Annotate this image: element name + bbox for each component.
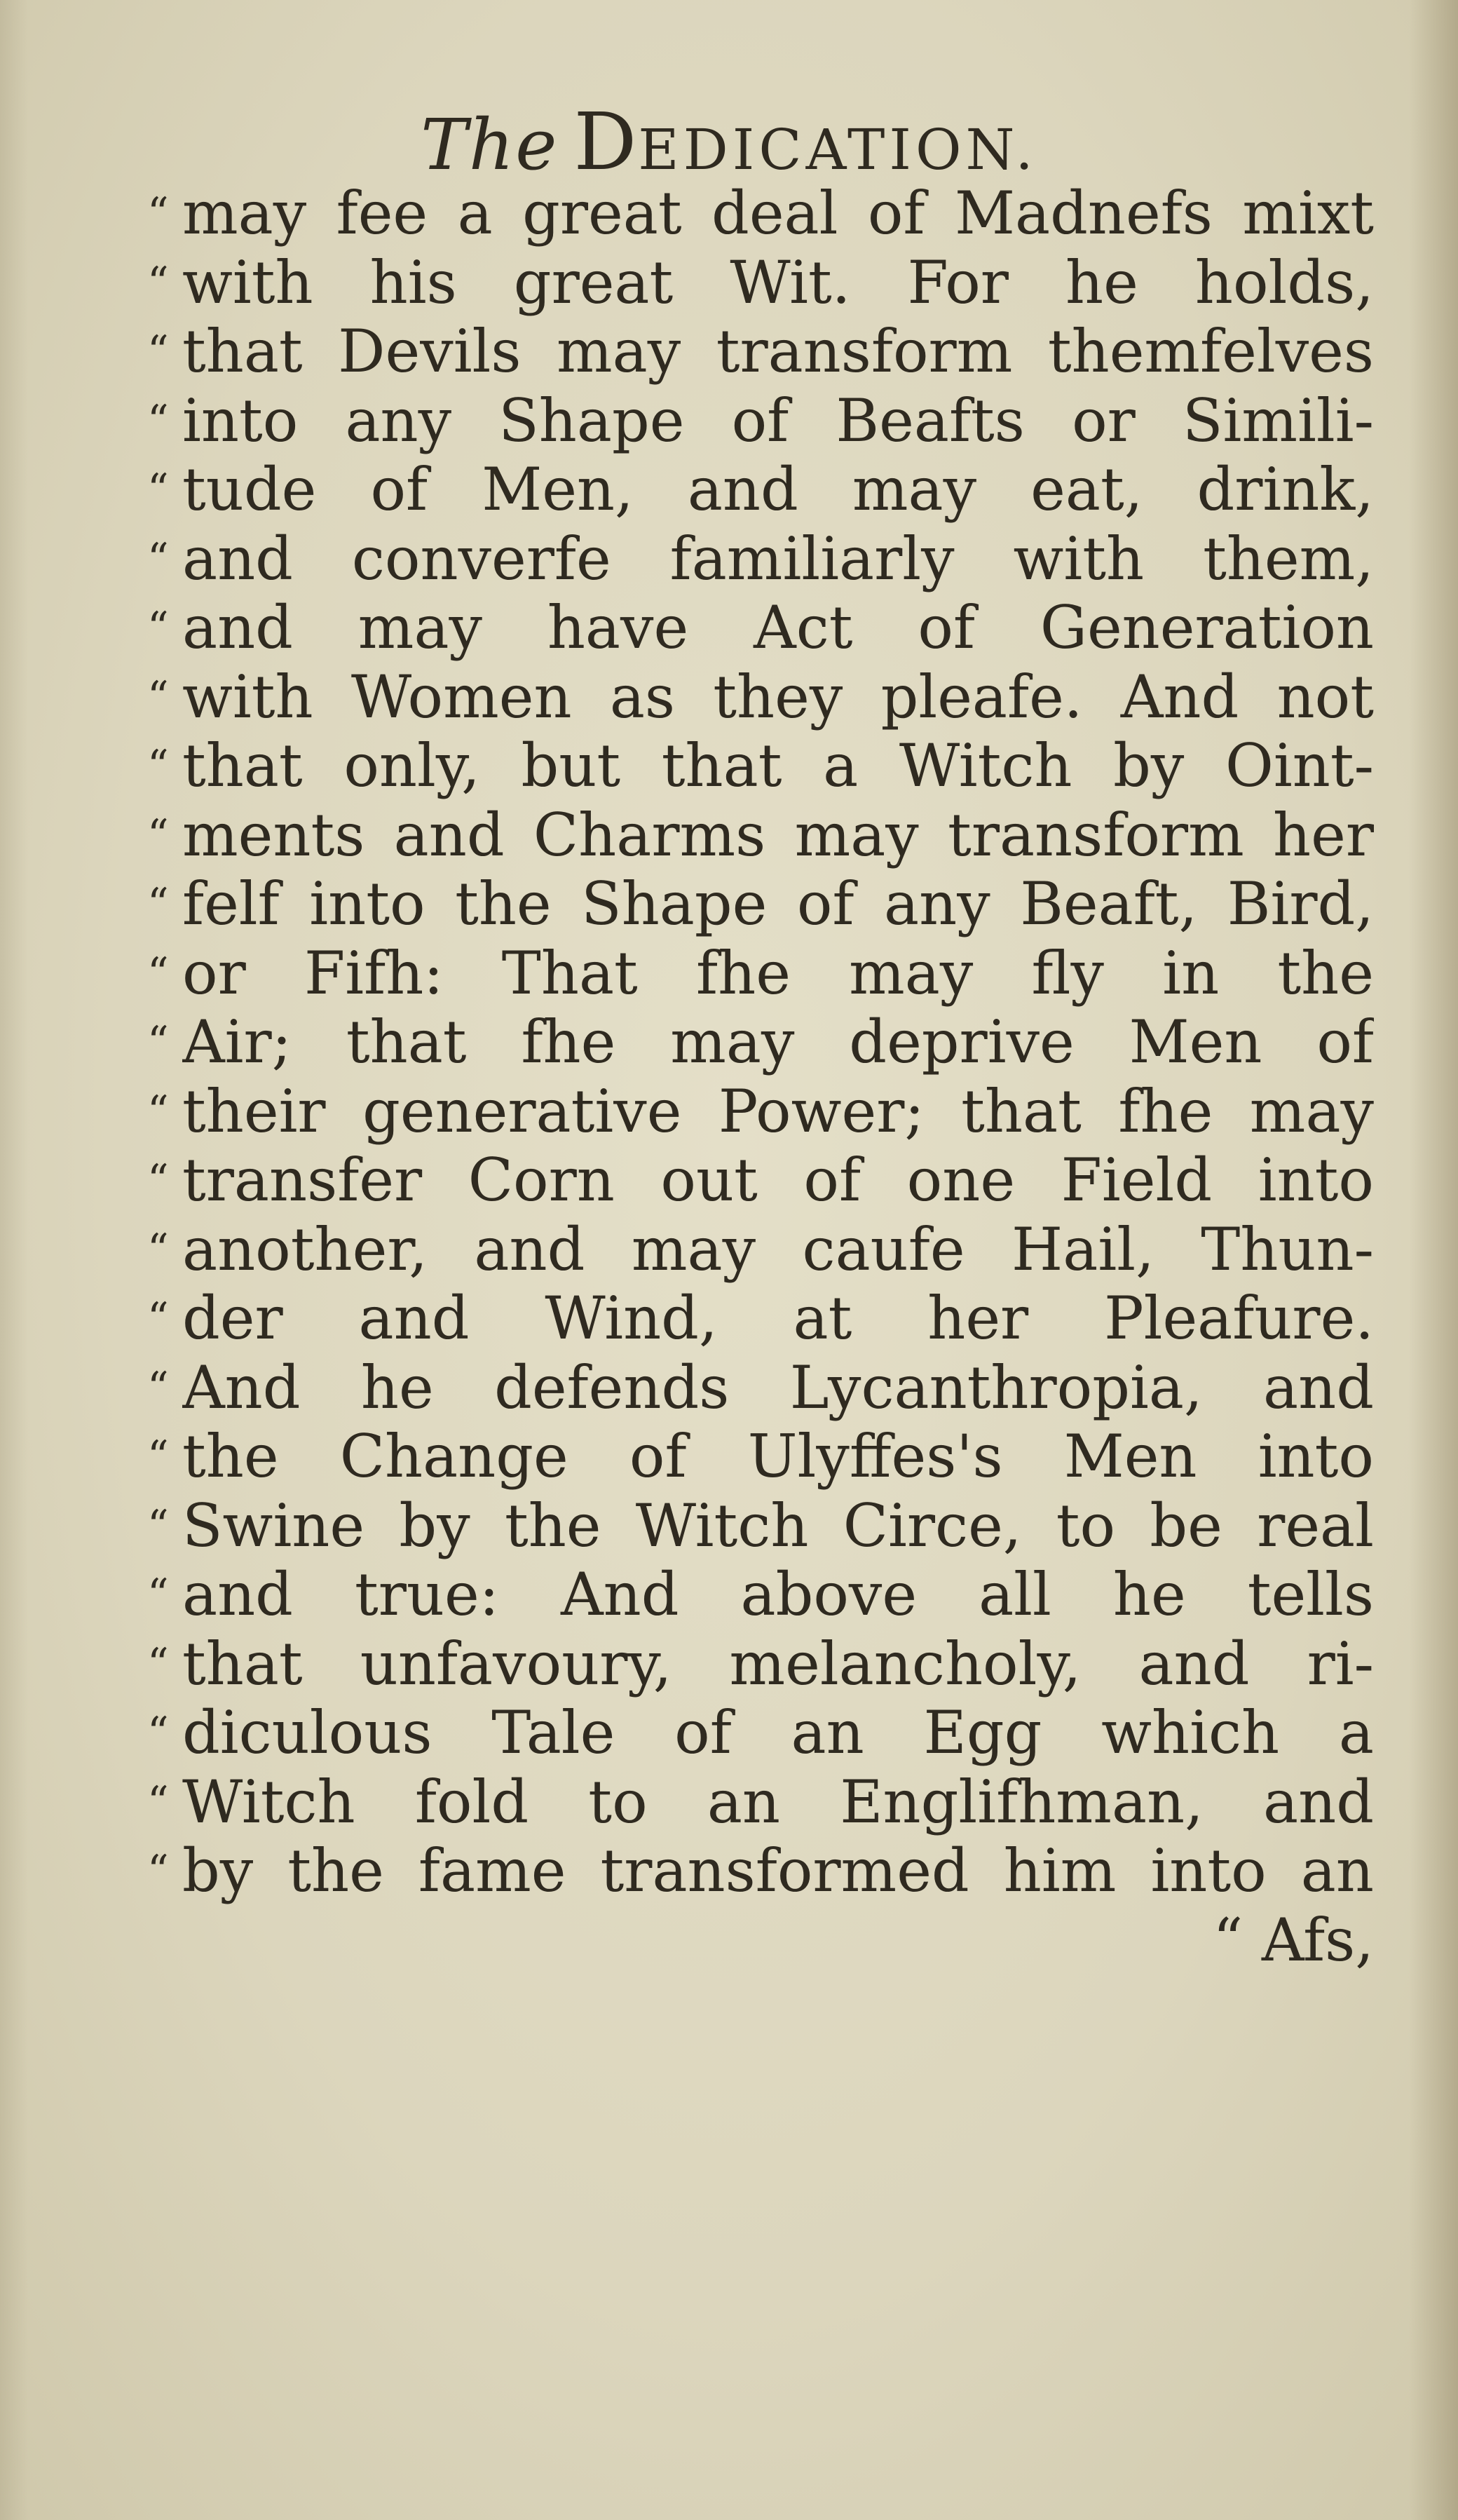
running-head (0, 97, 1458, 188)
text-line (147, 1629, 1374, 1699)
text-line (147, 731, 1374, 801)
text-line (147, 869, 1374, 939)
text-line (147, 1076, 1374, 1146)
quote-mark: “ (147, 879, 169, 928)
line-text: and may have Act of Generation (182, 593, 1374, 662)
text-line (147, 662, 1374, 732)
quote-mark: “ (147, 1570, 169, 1619)
line-text: felf into the Shape of any Beaft, Bird, (182, 869, 1374, 938)
page-gutter-shadow (1409, 0, 1458, 2520)
quote-mark: “ (147, 257, 169, 307)
text-line (147, 248, 1374, 318)
quote-mark: “ (147, 1017, 169, 1066)
text-line (147, 1491, 1374, 1561)
quote-mark: “ (147, 189, 169, 238)
line-text: and converfe familiarly with them, (182, 524, 1374, 593)
text-line (147, 179, 1374, 248)
line-text: ments and Charms may transform her (182, 800, 1374, 869)
quote-mark: “ (147, 1294, 169, 1343)
quote-mark: “ (147, 465, 169, 514)
line-text: the Change of Ulyffes's Men into (182, 1422, 1374, 1491)
quote-mark: “ (147, 603, 169, 652)
quote-mark: “ (147, 1708, 169, 1757)
text-line (147, 1698, 1374, 1768)
text-line (147, 1560, 1374, 1630)
line-text: transfer Corn out of one Field into (182, 1146, 1374, 1214)
running-head-prefix: The (421, 104, 559, 186)
text-line (147, 1214, 1374, 1285)
line-text: Swine by the Witch Circe, to be real (182, 1491, 1374, 1560)
text-line (147, 1146, 1374, 1215)
quote-mark: “ (147, 1777, 169, 1827)
quote-mark: “ (147, 810, 169, 860)
quote-mark: “ (147, 534, 169, 583)
page-left-shadow (0, 0, 28, 2520)
quote-mark: “ (147, 1156, 169, 1205)
line-text: with Women as they pleafe. And not (182, 662, 1374, 731)
quote-mark: “ (147, 327, 169, 376)
quote-mark: “ (147, 1432, 169, 1481)
running-head-rest: EDICATION. (638, 117, 1037, 182)
line-text: diculous Tale of an Egg which a (182, 1698, 1374, 1767)
text-line (147, 800, 1374, 870)
text-line (147, 455, 1374, 524)
text-line (147, 1767, 1374, 1837)
quote-mark: “ (147, 741, 169, 790)
line-text: their generative Power; that fhe may (182, 1076, 1374, 1146)
quote-mark: “ (147, 1501, 169, 1550)
quote-mark: “ (147, 1846, 169, 1895)
line-text: that only, but that a Witch by Oint- (182, 731, 1374, 800)
running-head-initial: D (573, 97, 639, 188)
quote-mark: “ (147, 672, 169, 722)
catchword: “ Afs, (1213, 1905, 1374, 1974)
quote-mark: “ (147, 1639, 169, 1688)
quote-mark: “ (147, 395, 169, 445)
text-line (147, 938, 1374, 1008)
text-line (147, 524, 1374, 594)
line-text: may fee a great deal of Madnefs mixt (182, 179, 1374, 248)
text-line (147, 1422, 1374, 1491)
line-text: that Devils may transform themfelves (182, 317, 1374, 386)
quote-mark: “ (147, 1224, 169, 1274)
quote-mark: “ (147, 948, 169, 998)
text-line (147, 1353, 1374, 1423)
line-text: into any Shape of Beafts or Simili- (182, 386, 1374, 455)
quote-mark: “ (147, 1362, 169, 1412)
line-text: with his great Wit. For he holds, (182, 248, 1374, 317)
line-text: another, and may caufe Hail, Thun- (182, 1214, 1374, 1284)
line-text: der and Wind, at her Pleafure. (182, 1284, 1374, 1353)
line-text: Air; that fhe may deprive Men of (182, 1008, 1374, 1076)
text-line (147, 1008, 1374, 1077)
quote-mark: “ (147, 1086, 169, 1136)
body-text (147, 179, 1374, 1974)
text-line (147, 386, 1374, 456)
line-text: or Fifh: That fhe may fly in the (182, 938, 1374, 1008)
catchword-line (182, 1906, 1374, 1975)
text-line (147, 317, 1374, 386)
text-line (147, 1284, 1374, 1353)
line-text: by the fame transformed him into an (182, 1836, 1374, 1905)
text-line (147, 593, 1374, 663)
text-line (147, 1836, 1374, 1906)
line-text: And he defends Lycanthropia, and (182, 1353, 1374, 1422)
line-text: tude of Men, and may eat, drink, (182, 455, 1374, 524)
line-text: and true: And above all he tells (182, 1560, 1374, 1629)
line-text: Witch fold to an Englifhman, and (182, 1767, 1374, 1836)
line-text: that unfavoury, melancholy, and ri- (182, 1629, 1374, 1698)
